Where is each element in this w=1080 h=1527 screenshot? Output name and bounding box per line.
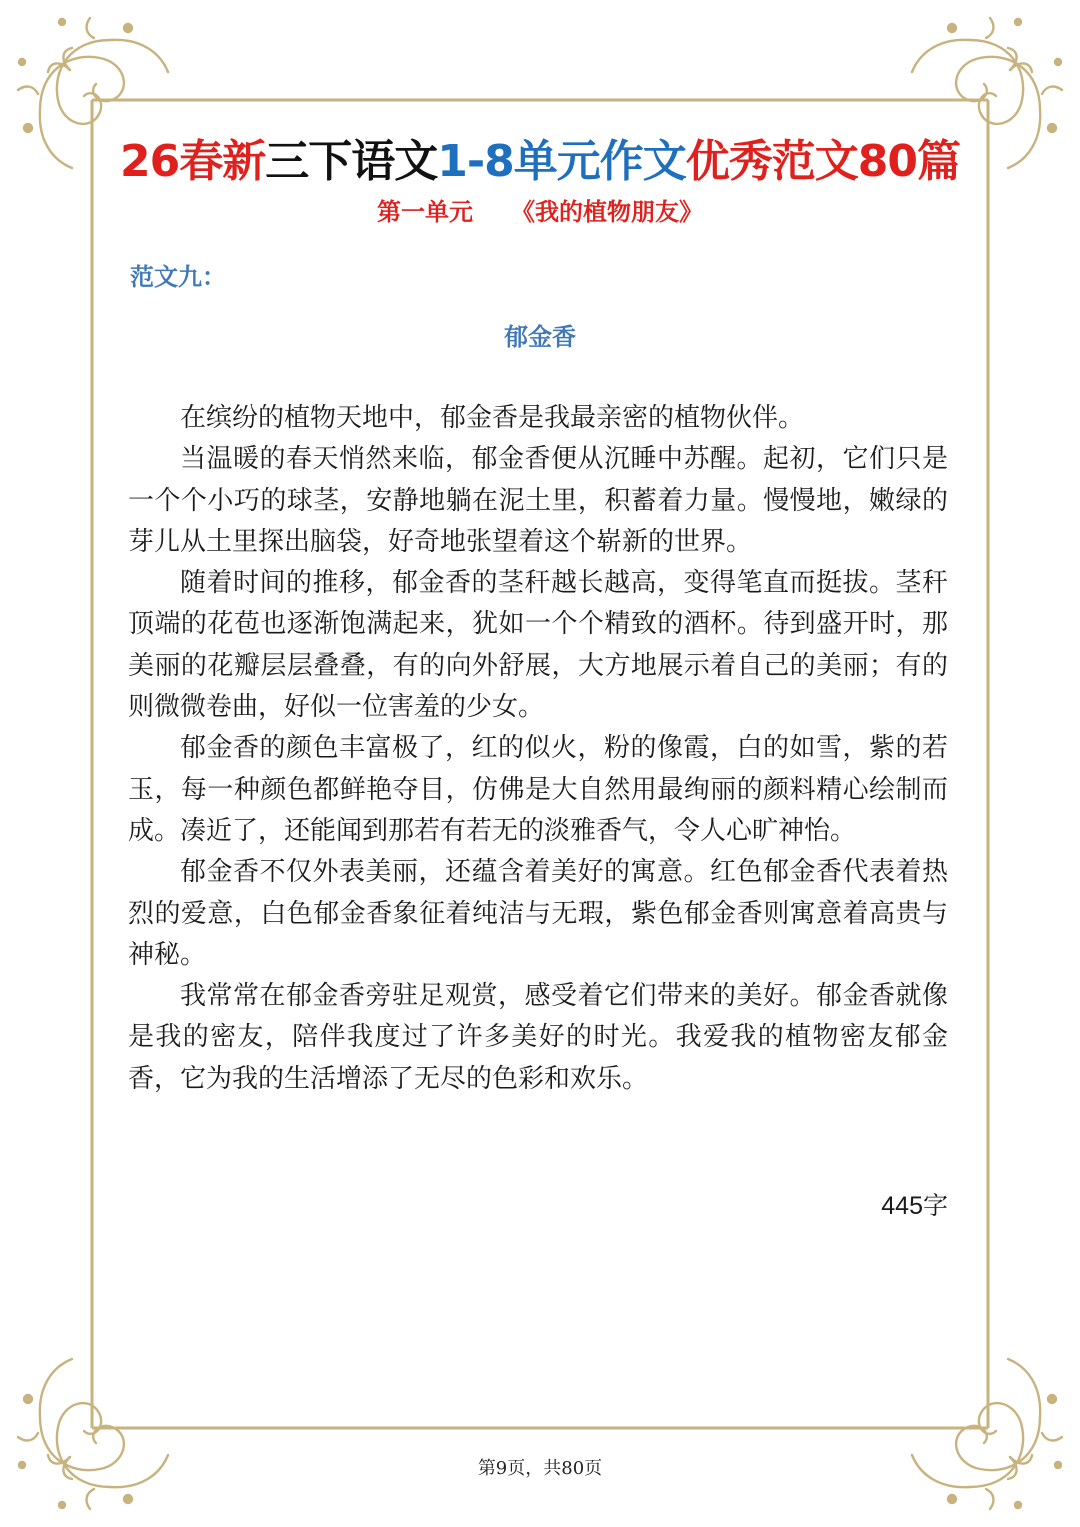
document-subtitle <box>0 195 1080 229</box>
title-segment: 26春新 <box>120 136 266 187</box>
word-count: 445字 <box>881 1192 948 1220</box>
title-segment: 三下语文 <box>265 136 438 187</box>
essay-body <box>128 398 948 1100</box>
essay-paragraph: 郁金香的颜色丰富极了，红的似火，粉的像霞，白的如雪，紫的若玉，每一种颜色都鲜艳夺目，仿佛是大自然用最绚丽的颜料精心绘制而成。凑近了，还能闻到那若有若无的淡雅香气，令人心旷神怡。 <box>128 733 948 846</box>
essay-paragraph: 我常常在郁金香旁驻足观赏，感受着它们带来的美好。郁金香就像是我的密友，陪伴我度过了许多美好的时光。我爱我的植物密友郁金香，它为我的生活增添了无尽的色彩和欢乐。 <box>128 981 948 1094</box>
title-segment: 优秀范文80篇 <box>685 136 960 187</box>
document-title <box>0 134 1080 190</box>
essay-paragraph: 在缤纷的植物天地中，郁金香是我最亲密的植物伙伴。 <box>180 403 805 433</box>
title-segment: 1-8单元作文 <box>437 136 686 187</box>
page-number: 第9页，共80页 <box>477 1458 603 1479</box>
topic-label: 《我的植物朋友》 <box>511 197 703 226</box>
unit-label: 第一单元 <box>377 197 473 226</box>
essay-label: 范文九： <box>130 262 226 291</box>
essay-paragraph: 随着时间的推移，郁金香的茎秆越长越高，变得笔直而挺拔。茎秆顶端的花苞也逐渐饱满起来，犹如一个个精致的酒杯。待到盛开时，那美丽的花瓣层层叠叠，有的向外舒展，大方地展示着自己的美丽；有的则微微卷曲，好似一位害羞的少女。 <box>128 568 948 723</box>
essay-paragraph: 郁金香不仅外表美丽，还蕴含着美好的寓意。红色郁金香代表着热烈的爱意，白色郁金香象征着纯洁与无瑕，紫色郁金香则寓意着高贵与神秘。 <box>128 857 948 970</box>
essay-title: 郁金香 <box>504 322 576 351</box>
essay-paragraph: 当温暖的春天悄然来临，郁金香便从沉睡中苏醒。起初，它们只是一个个小巧的球茎，安静地躺在泥土里，积蓄着力量。慢慢地，嫩绿的芽儿从土里探出脑袋，好奇地张望着这个崭新的世界。 <box>128 444 948 557</box>
